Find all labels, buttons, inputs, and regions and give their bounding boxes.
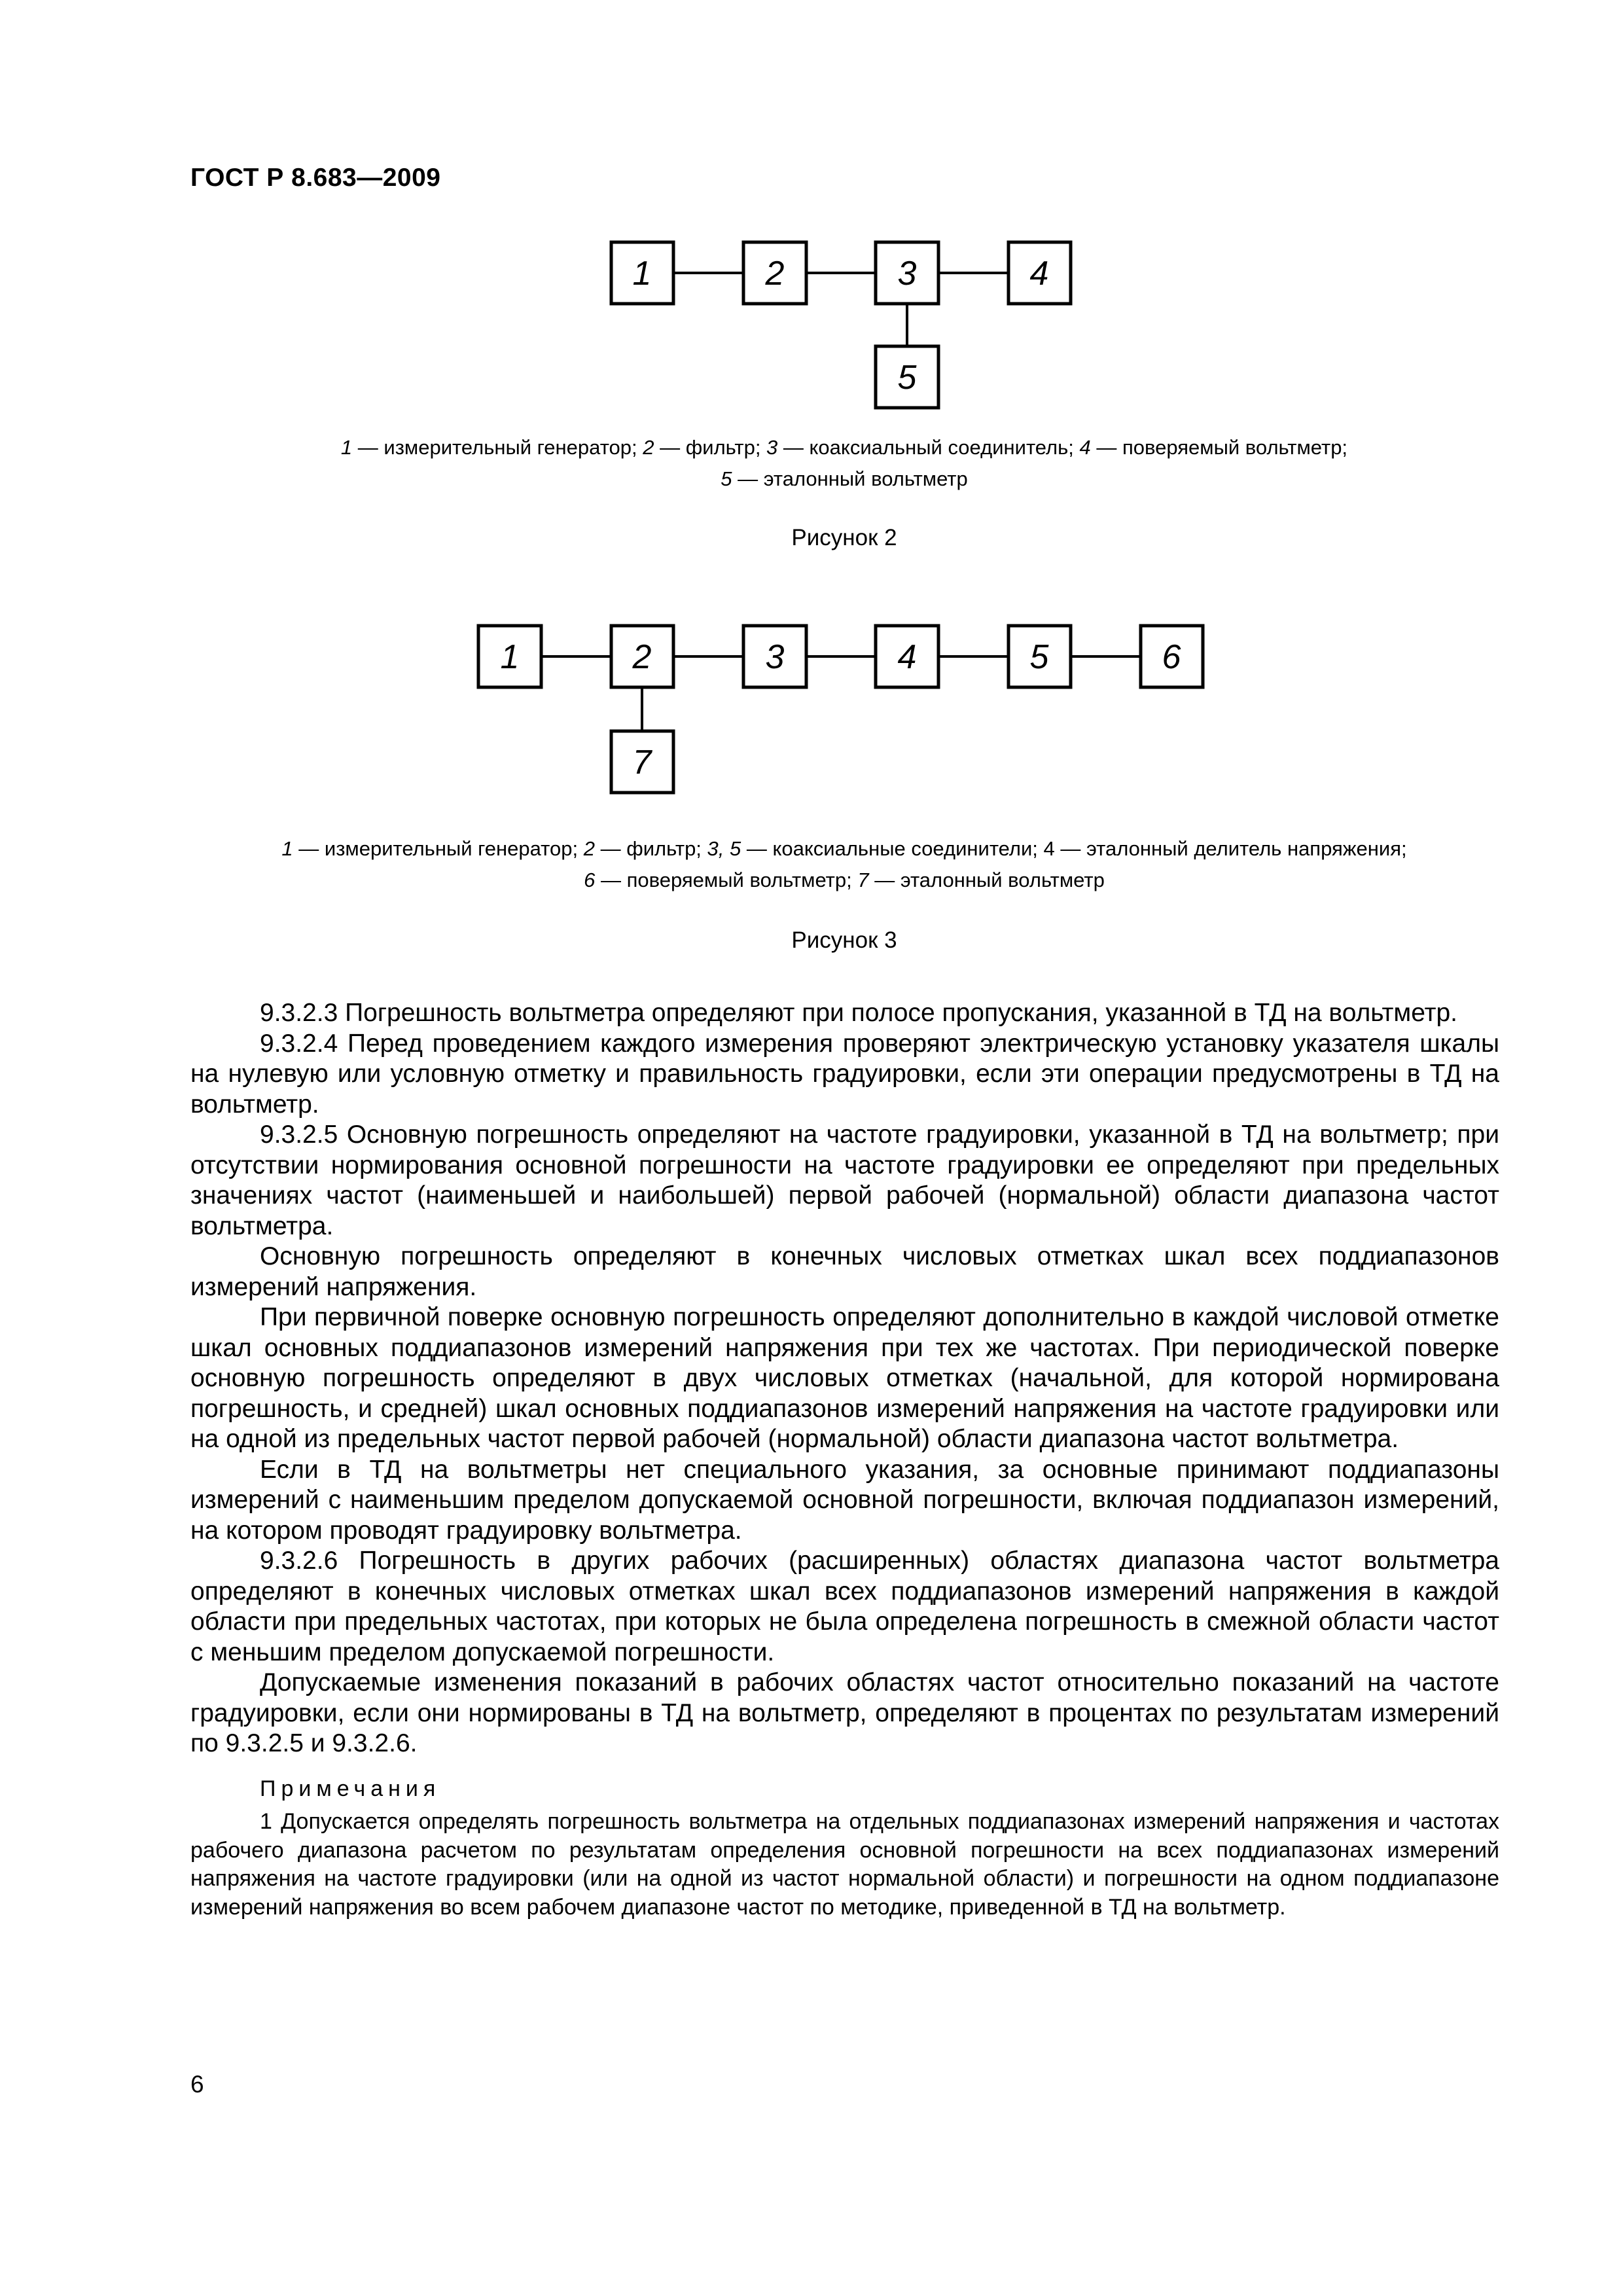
notes-title: Примечания [260, 1776, 441, 1801]
paragraph: Основную погрешность определяют в конечных числовых отметках шкал всех поддиапазонов измерений напряжения. [190, 1242, 1499, 1301]
caption-item-number: 1 [281, 837, 293, 860]
caption-item-number: 5 [721, 467, 732, 490]
block-label: 5 [1029, 638, 1049, 676]
block-label: 5 [897, 359, 917, 397]
block-label: 3 [765, 638, 785, 676]
figure-2-title: Рисунок 2 [791, 525, 897, 550]
caption-item-text: — фильтр; [595, 837, 707, 860]
body-text [190, 998, 1499, 1922]
paragraph: 9.3.2.3 Погрешность вольтметра определяют при полосе пропускания, указанной в ТД на вольтметр. [260, 999, 1458, 1027]
block-label: 4 [897, 638, 917, 676]
note-1: 1 Допускается определять погрешность вольтметра на отдельных поддиапазонах измерений напряжения и частотах рабочего диапазона расчетом по результатам определения основной погрешности на всех поддиапазонах измерений напряжения на частоте градуировки (или на одной из частот нормальной области) и погрешности на одном поддиапазоне измерений напряжения во всем рабочем диапазоне частот по методике, приведенной в ТД на вольтметр. [190, 1809, 1499, 1920]
caption-item-text: — поверяемый вольтметр; [1090, 436, 1348, 459]
caption-item-text: — эталонный вольтметр [868, 869, 1105, 891]
paragraph: Если в ТД на вольтметры нет специального указания, за основные принимают поддиапазоны измерений с наименьшим пределом допускаемой основной погрешности, включая поддиапазон измерений, на котором проводят градуировку вольтметра. [190, 1455, 1499, 1545]
paragraph: 9.3.2.6 Погрешность в других рабочих (расширенных) областях диапазона частот вольтметра определяют в конечных числовых отметках шкал всех поддиапазонов измерений напряжения в каждой области при предельных частотах, при которых не была определена погрешность в смежной области частот с меньшим пределом допускаемой погрешности. [190, 1547, 1499, 1666]
block-label: 7 [632, 744, 652, 781]
caption-item-text: — фильтр; [654, 436, 767, 459]
caption-item-number: 3, 5 [707, 837, 741, 860]
paragraph: 9.3.2.5 Основную погрешность определяют на частоте градуировки, указанной в ТД на вольтметр; при отсутствии нормирования основной погрешности на частоте градуировки ее определяют при предельных значениях частот (наименьшей и наибольшей) первой рабочей (нормальной) области диапазона частот вольтметра. [190, 1121, 1499, 1240]
figure-2-caption [190, 432, 1498, 495]
caption-item-number: 7 [857, 869, 869, 891]
caption-item-text: — поверяемый вольтметр; [595, 869, 858, 891]
figure-2-diagram [0, 242, 1623, 419]
figure-3-title: Рисунок 3 [791, 927, 897, 953]
block-label: 2 [765, 255, 785, 293]
caption-item-number: 6 [584, 869, 596, 891]
page-number: 6 [190, 2071, 204, 2098]
caption-item-number: 2 [583, 837, 595, 860]
figure-2-caption-line [190, 432, 1498, 463]
paragraph: 9.3.2.4 Перед проведением каждого измерения проверяют электрическую установку указателя шкалы на нулевую или условную отметку и правильность градуировки, если эти операции предусмотрены в ТД на вольтметр. [190, 1029, 1499, 1119]
block-label: 1 [500, 638, 520, 676]
caption-item-text: — измерительный генератор; [293, 837, 584, 860]
caption-item-number: 3 [766, 436, 778, 459]
caption-item-number: 1 [340, 436, 353, 459]
caption-item-text: — эталонный вольтметр [732, 467, 968, 490]
block-label: 2 [632, 638, 652, 676]
block-label: 3 [897, 255, 917, 293]
caption-item-text: — коаксиальный соединитель; [777, 436, 1080, 459]
figure-3-caption-line [190, 865, 1498, 896]
caption-item-text: — измерительный генератор; [352, 436, 643, 459]
figure-3-caption-line [190, 833, 1498, 865]
caption-item-number: 2 [643, 436, 654, 459]
block-label: 4 [1029, 255, 1049, 293]
figure-2-caption-line [190, 463, 1498, 495]
document-header: ГОСТ Р 8.683—2009 [190, 164, 441, 192]
block-label: 1 [632, 255, 652, 293]
caption-item-number: 4 [1079, 436, 1091, 459]
caption-item-text: — коаксиальные соединители; 4 — эталонный делитель напряжения; [741, 837, 1407, 860]
figure-3-diagram [0, 625, 1623, 802]
paragraph: При первичной поверке основную погрешность определяют дополнительно в каждой числовой отметке шкал основных поддиапазонов измерений напряжения при тех же частотах. При периодической поверке основную погрешность определяют в двух числовых отметках (начальной, для которой нормирована погрешность, и средней) шкал основных поддиапазонов измерений напряжения на частоте градуировки или на одной из предельных частот первой рабочей (нормальной) области диапазона частот вольтметра. [190, 1303, 1499, 1453]
figure-3-caption [190, 833, 1498, 896]
block-label: 6 [1162, 638, 1181, 676]
paragraph: Допускаемые изменения показаний в рабочих областях частот относительно показаний на частоте градуировки, если они нормированы в ТД на вольтметр, определяют в процентах по результатам измерений по 9.3.2.5 и 9.3.2.6. [190, 1668, 1499, 1757]
